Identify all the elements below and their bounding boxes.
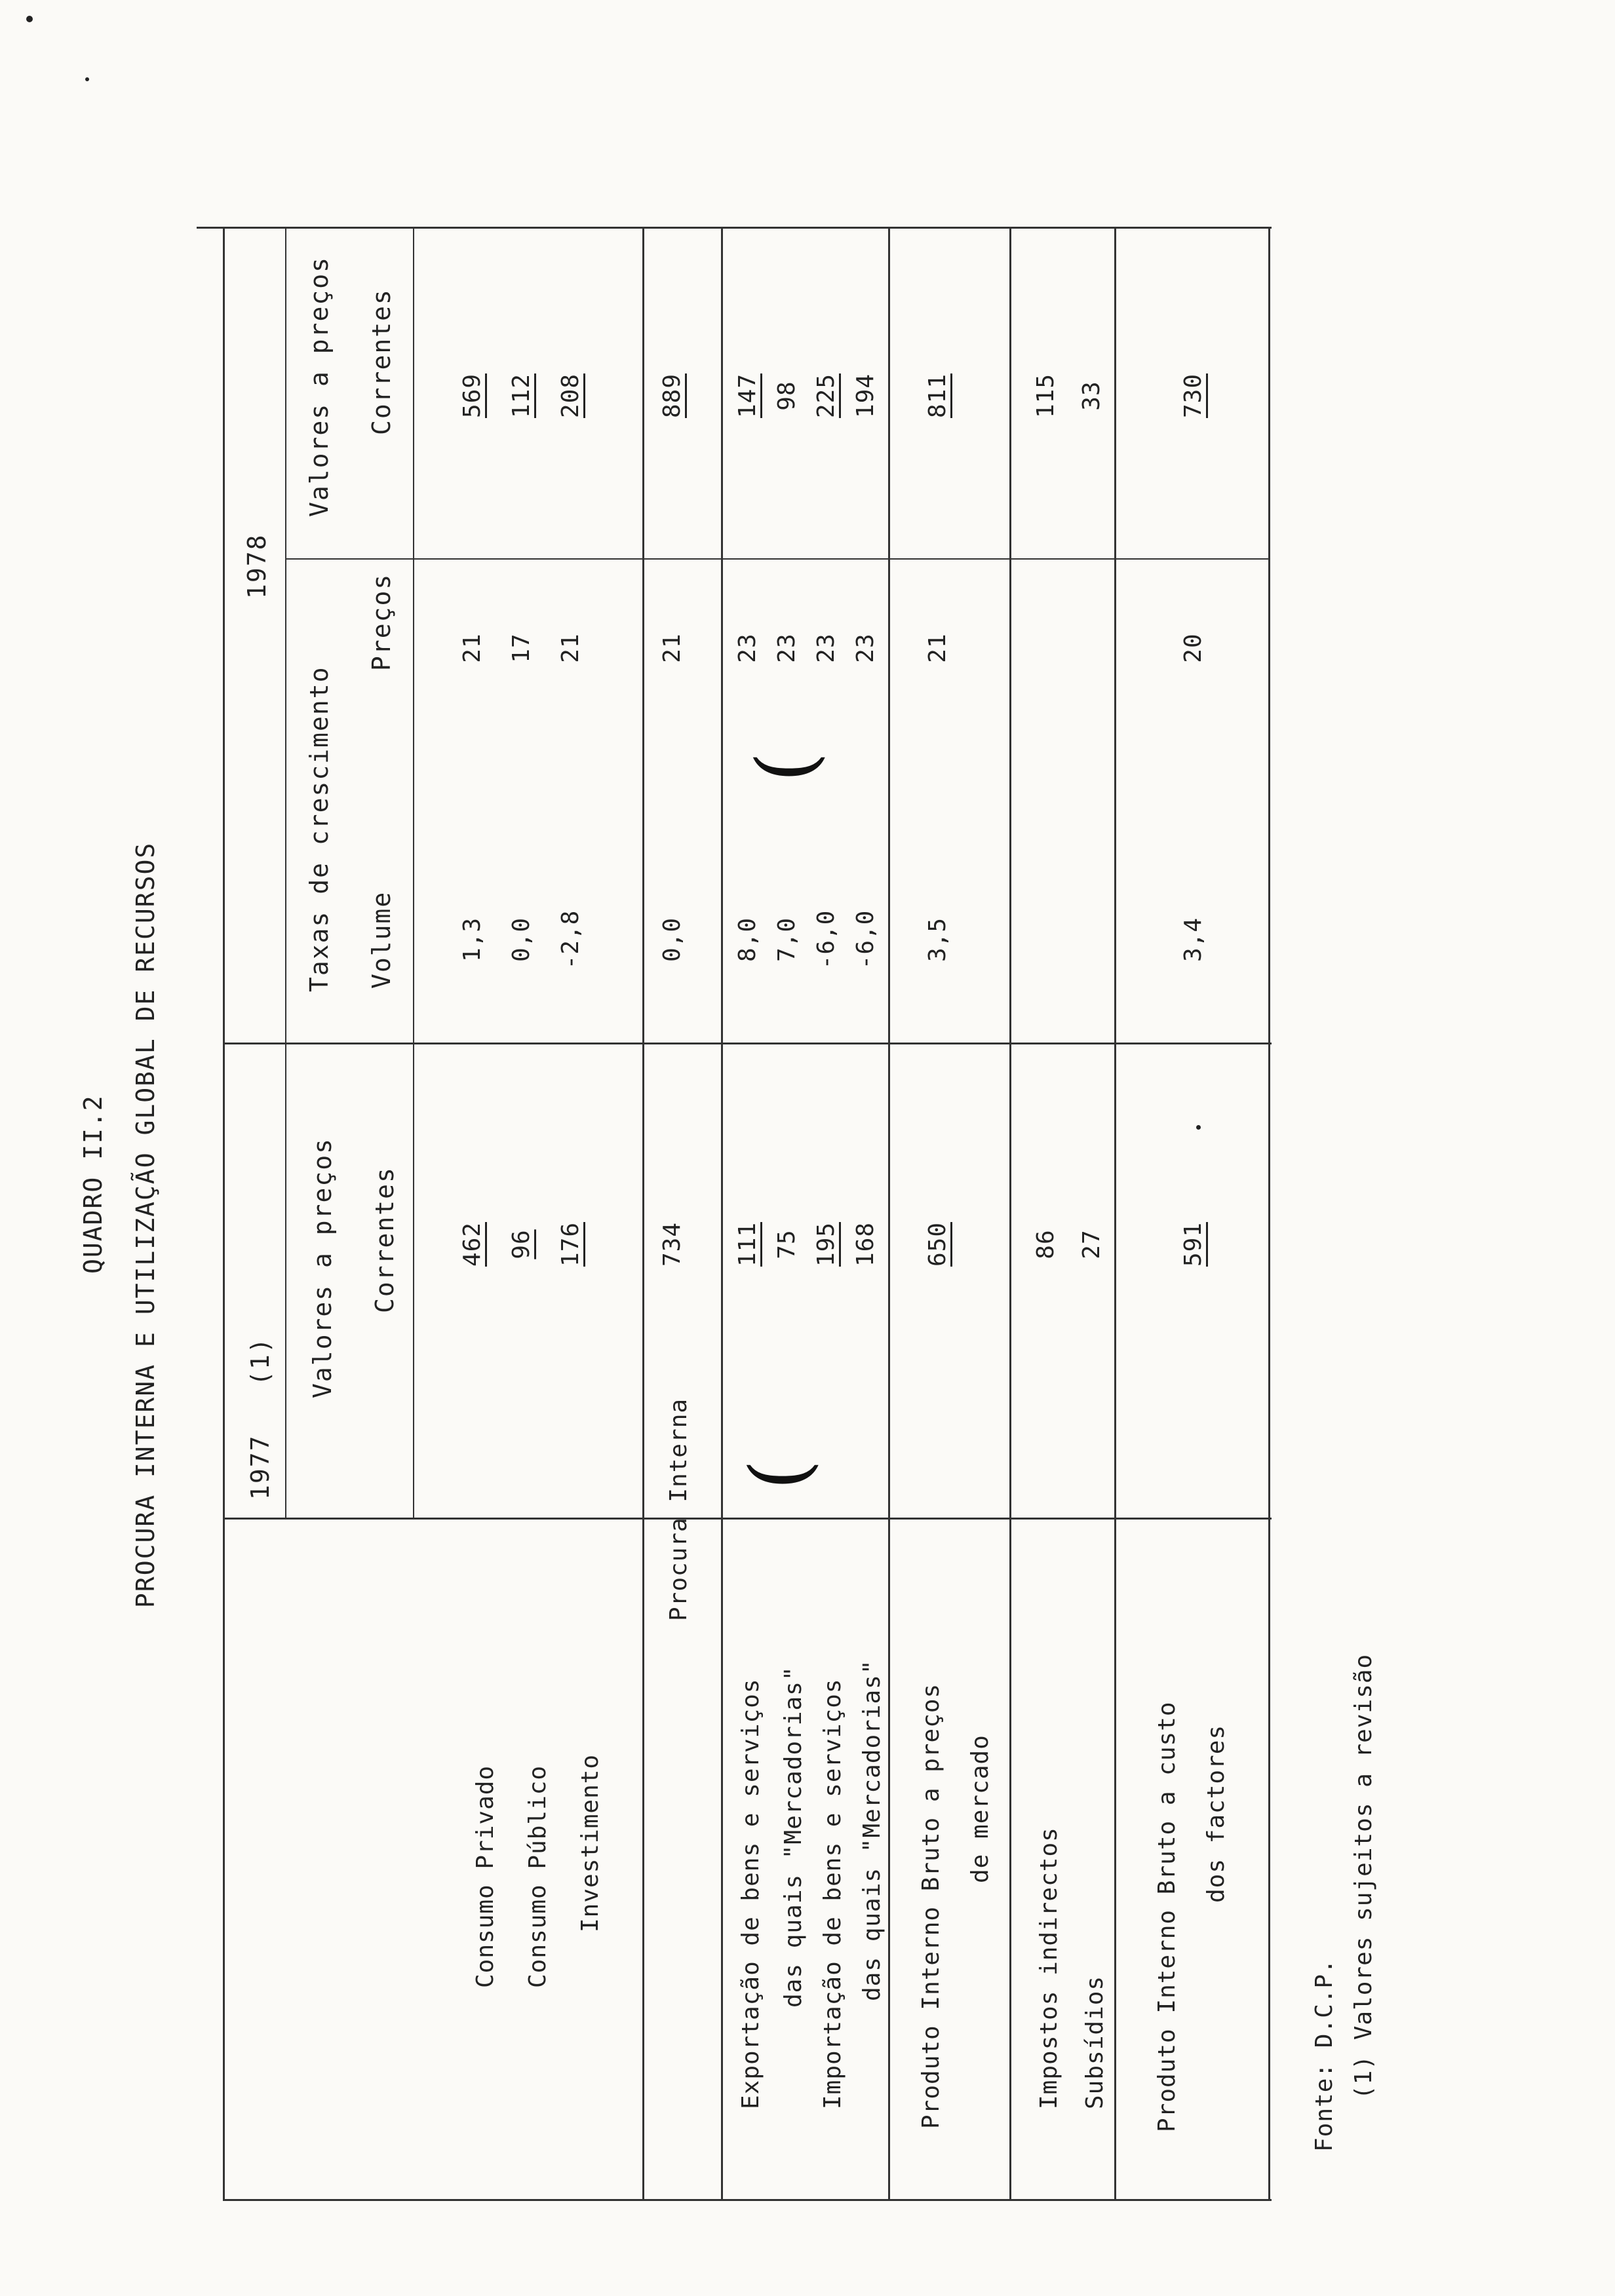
cell-precos: 17	[508, 633, 535, 663]
row-label: Consumo Privado	[472, 1765, 499, 1988]
cell-1977: 650	[924, 1221, 951, 1267]
row-label: Consumo Público	[524, 1765, 551, 1988]
footer-source: Fonte: D.C.P.	[1311, 1959, 1338, 2152]
cell-volume: -6,0	[813, 909, 840, 970]
cell-1977: 168	[852, 1221, 879, 1267]
cell-1978: 194	[852, 373, 879, 419]
cell-1977: 96	[508, 1229, 535, 1259]
cell-1977: 195	[813, 1221, 840, 1267]
cell-1978: 208	[557, 373, 584, 419]
header-year-1978: 1978	[243, 533, 271, 599]
cell-1977: 734	[659, 1221, 686, 1267]
cell-1978: 569	[459, 373, 486, 419]
cell-precos: 23	[813, 633, 840, 663]
cell-1977: 75	[773, 1229, 800, 1259]
row-label: Exportação de bens e serviços	[737, 1678, 764, 2109]
row-label: Impostos indirectos	[1036, 1827, 1062, 2109]
speck	[26, 16, 33, 22]
cell-1978: 98	[773, 381, 800, 411]
cell-1978: 33	[1078, 381, 1105, 411]
cell-precos: 23	[773, 633, 800, 663]
cell-volume: 0,0	[508, 917, 535, 963]
row-label: Investimento	[577, 1753, 604, 1932]
page-title: QUADRO II.2	[79, 1094, 107, 1274]
paren-mark: (	[741, 752, 832, 782]
cell-1977: 27	[1078, 1229, 1105, 1259]
header-volume: Volume	[367, 890, 396, 989]
header-correntes-1978: Correntes	[367, 288, 396, 435]
cell-1978: 811	[924, 373, 951, 419]
page-subtitle: PROCURA INTERNA E UTILIZAÇÃO GLOBAL DE RECURSOS	[131, 841, 160, 1608]
cell-precos: 21	[924, 633, 951, 663]
header-valores-1978: Valores a preços	[305, 256, 334, 517]
row-label: Produto Interno Bruto a preços	[918, 1683, 944, 2129]
row-label-cont: dos factores	[1203, 1724, 1230, 1903]
cell-1978: 889	[659, 373, 686, 419]
header-precos: Preços	[367, 573, 396, 671]
header-year-1977: 1977 (1)	[246, 1337, 275, 1500]
cell-precos: 21	[557, 633, 584, 663]
speck	[85, 77, 89, 81]
header-taxas: Taxas de crescimento	[305, 666, 334, 992]
cell-precos: 23	[852, 633, 879, 663]
footer-note: (1) Valores sujeitos a revisão	[1350, 1653, 1377, 2099]
row-label: Subsídios	[1081, 1975, 1108, 2109]
cell-volume: 7,0	[773, 917, 800, 963]
cell-volume: 8,0	[734, 917, 761, 963]
cell-1977: 176	[557, 1221, 584, 1267]
cell-1977: 111	[734, 1221, 761, 1267]
paren-mark: (	[734, 1459, 825, 1490]
cell-1977: 86	[1032, 1229, 1059, 1259]
row-label: Importação de bens e serviços	[819, 1678, 846, 2109]
cell-1977: 462	[459, 1221, 486, 1267]
cell-volume: 3,4	[1180, 917, 1207, 963]
cell-volume: 1,3	[459, 917, 486, 963]
cell-precos: 21	[459, 633, 486, 663]
row-label: das quais "Mercadorias"	[859, 1659, 885, 2001]
cell-1978: 112	[508, 373, 535, 419]
header-correntes-1977: Correntes	[370, 1166, 399, 1313]
cell-1977: 591	[1180, 1221, 1207, 1267]
cell-volume: 3,5	[924, 917, 951, 963]
cell-volume: -2,8	[557, 909, 584, 970]
cell-1978: 225	[813, 373, 840, 419]
row-label: Produto Interno Bruto a custo	[1154, 1701, 1180, 2132]
speck	[1196, 1125, 1201, 1130]
row-label: Procura Interna	[665, 1398, 692, 1621]
cell-volume: 0,0	[659, 917, 686, 963]
row-label-cont: de mercado	[967, 1734, 994, 1883]
cell-1978: 730	[1180, 373, 1207, 419]
cell-volume: -6,0	[852, 909, 879, 970]
row-label: das quais "Mercadorias"	[780, 1666, 807, 2008]
cell-1978: 147	[734, 373, 761, 419]
cell-precos: 23	[734, 633, 761, 663]
cell-precos: 20	[1180, 633, 1207, 663]
header-valores-1977: Valores a preços	[308, 1137, 337, 1398]
cell-precos: 21	[659, 633, 686, 663]
cell-1978: 115	[1032, 373, 1059, 419]
